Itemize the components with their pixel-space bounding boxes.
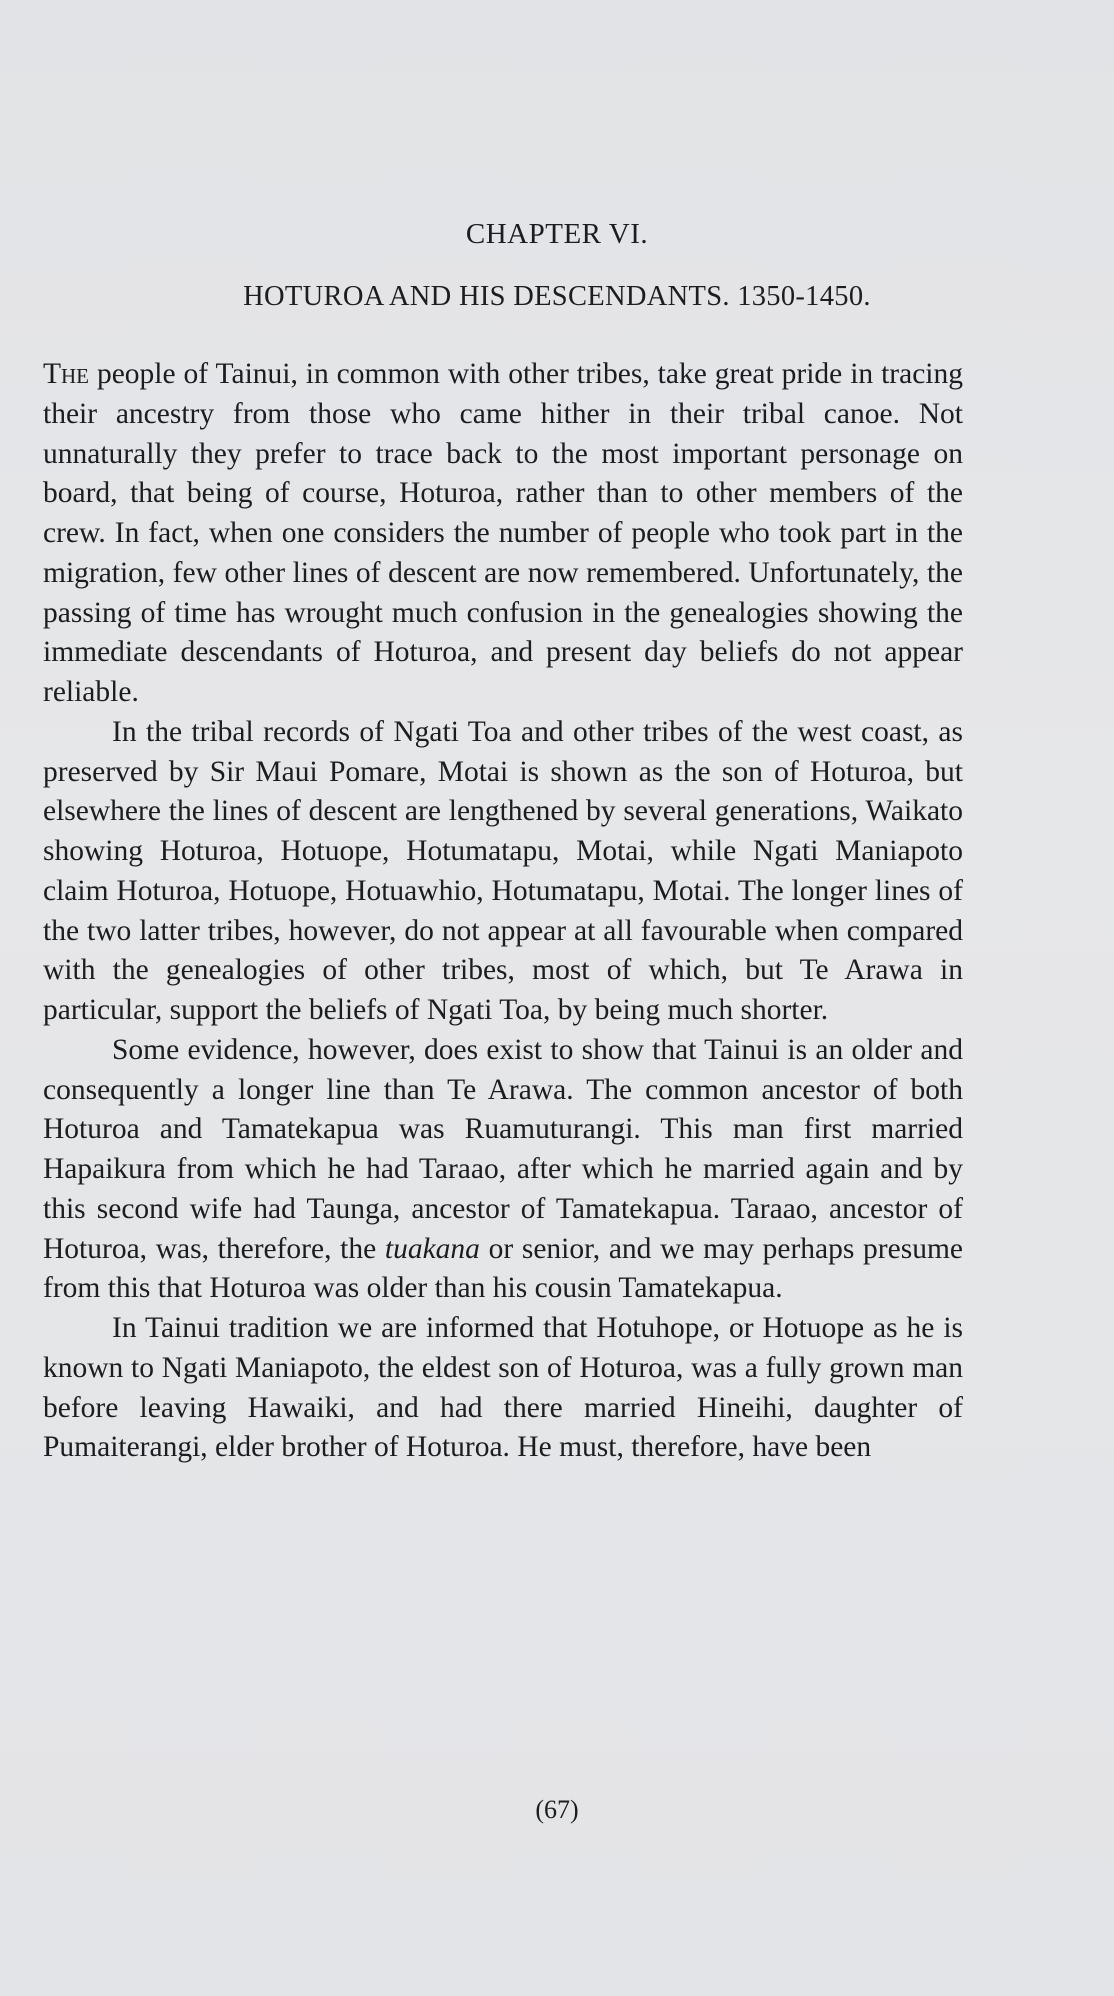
paragraph-1 — [43, 355, 963, 713]
chapter-title: HOTUROA AND HIS DESCENDANTS. 1350-1450. — [243, 281, 871, 312]
paragraph-3 — [43, 1031, 963, 1309]
paragraph-3-text-after: or senior, and we may perhaps presume from this that Hoturoa was older than his cousin Tamatekapua. — [43, 1232, 963, 1305]
paragraph-3-italic-term: tuakana — [384, 1232, 480, 1265]
paragraph-4: In Tainui tradition we are informed that Hotuhope, or Hotuope as he is known to Ngati Maniapoto, the eldest son of Hoturoa, was a fully grown man before leaving Hawaiki, and had there married Hineihi, daughter of Pumaiterangi, elder brother of Hoturoa. He must, therefore, have been — [43, 1312, 963, 1464]
body-text — [43, 355, 963, 1468]
paragraph-3-text-before: Some evidence, however, does exist to show that Tainui is an older and consequently a longer line than Te Arawa. The common ancestor of both Hoturoa and Tamatekapua was Ruamuturangi. This man first married Hapaikura from which he had Taraao, after which he married again and by this second wife had Taunga, ancestor of Tamatekapua. Taraao, ancestor of Hoturoa, was, therefore, the — [43, 1033, 963, 1265]
page-number: (67) — [535, 1795, 579, 1824]
paragraph-1-text: people of Tainui, in common with other tribes, take great pride in tracing their ancestry from those who came hither in their tribal canoe. Not unnaturally they prefer to trace back to the most important personage on board, that being of course, Hoturoa, rather than to other members of the crew. In fact, when one considers the number of people who took part in the migration, few other lines of descent are now remembered. Unfortunately, the passing of time has wrought much confusion in the genealogies showing the immediate descendants of Hoturoa, and present day beliefs do not appear reliable. — [43, 358, 963, 708]
paragraph-lead-word: The — [43, 358, 90, 390]
chapter-label: CHAPTER VI. — [465, 218, 649, 250]
paragraph-2: In the tribal records of Ngati Toa and other tribes of the west coast, as preserved by Sir Maui Pomare, Motai is shown as the son of Hoturoa, but elsewhere the lines of descent are lengthened by several generations, Waikato showing Hoturoa, Hotuope, Hotumatapu, Motai, while Ngati Maniapoto claim Hoturoa, Hotuope, Hotuawhio, Hotumatapu, Motai. The longer lines of the two latter tribes, however, do not appear at all favourable when compared with the genealogies of other tribes, most of which, but Te Arawa in particular, support the beliefs of Ngati Toa, by being much shorter. — [43, 715, 963, 1026]
